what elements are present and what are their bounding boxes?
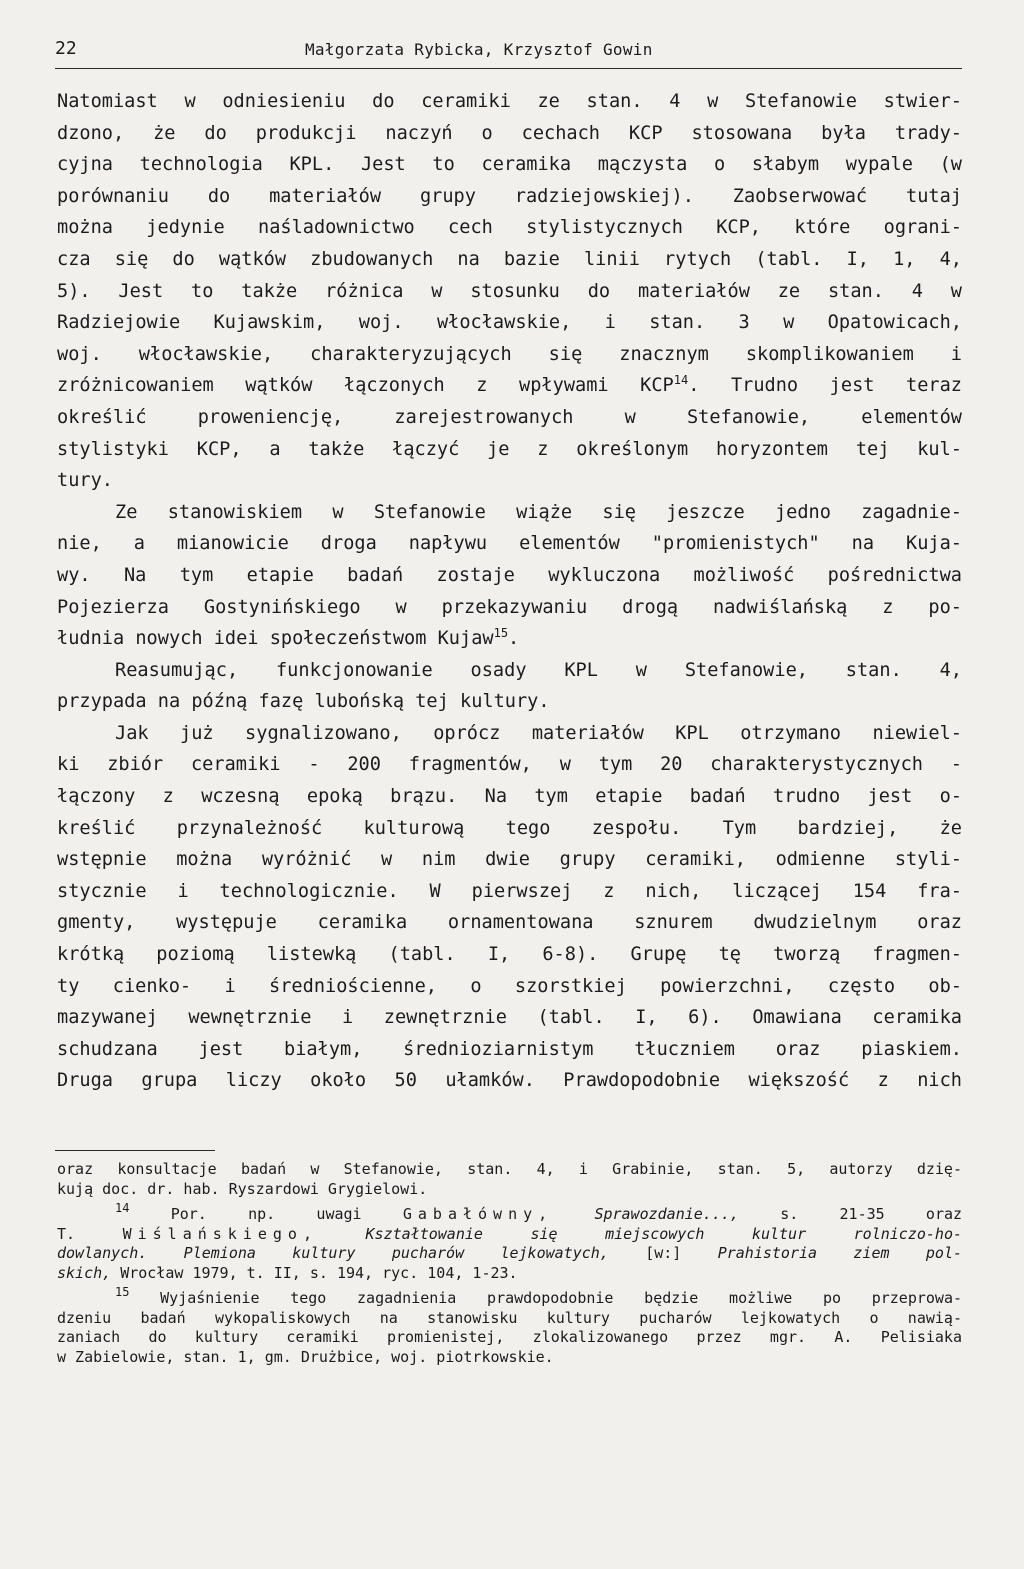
footnote-title: skich,: [57, 1263, 112, 1282]
text-line: porównaniu do materiałów grupy radziejowskiej). Zaobserwować tutaj: [57, 185, 962, 207]
text-line: Druga grupa liczy około 50 ułamków. Prawdopodobnie większość z nich: [57, 1070, 962, 1092]
text-line: Pojezierza Gostynińskiego w przekazywaniu drogą nadwiślańską z po-: [57, 596, 962, 618]
text-line: Reasumując, funkcjonowanie osady KPL w Stefanowie, stan. 4,: [115, 659, 962, 681]
text-line: wstępnie można wyróżnić w nim dwie grupy ceramiki, odmienne styli-: [57, 849, 962, 871]
footnote-ref-14: 14: [673, 373, 689, 388]
text-line: ty cienko- i średniościenne, o szorstkiej powierzchni, często ob-: [57, 975, 962, 997]
paragraph-2: [57, 497, 962, 655]
footnote-author: Gabałówny,: [402, 1205, 554, 1223]
footnote-number: 14: [115, 1201, 130, 1215]
footnote-continuation: [57, 1160, 962, 1199]
footnote-15: [57, 1285, 963, 1367]
footnote-text: [w:]: [645, 1244, 682, 1262]
text-line: kreślić przynależność kulturową tego zespołu. Tym bardziej, że: [57, 817, 962, 839]
footnote-line: dzeniu badań wykopaliskowych na stanowisku kultury pucharów lejkowatych o nawią-: [57, 1308, 962, 1327]
footnote-line: zaniach do kultury ceramiki promienistej, zlokalizowanego przez mgr. A. Pelisiaka: [57, 1328, 962, 1346]
footnote-text: Wyjaśnienie tego zagadnienia prawdopodobnie będzie możliwe po przeprowa-: [160, 1289, 963, 1307]
text-line: nie, a mianowicie droga napływu elementów "promienistych" na Kuja-: [57, 533, 962, 555]
footnote-title: Sprawozdanie...,: [594, 1205, 739, 1223]
text-line: stylistyki KCP, a także łączyć je z określonym horyzontem tej kul-: [57, 438, 962, 460]
footnote-line: [57, 1225, 962, 1245]
footnote-title: dowlanych. Plemiona kultury pucharów lejkowatych,: [57, 1244, 609, 1262]
text-line: cza się do wątków zbudowanych na bazie linii rytych (tabl. I, 1, 4,: [57, 248, 962, 270]
footnote-title: Kształtowanie się miejscowych kultur rolniczo-ho-: [365, 1224, 963, 1243]
text-line: mazywanej wewnętrznie i zewnętrznie (tabl. I, 6). Omawiana ceramika: [57, 1007, 962, 1029]
text-line: stycznie i technologicznie. W pierwszej z nich, liczącej 154 fra-: [57, 880, 962, 902]
footnote-line: [57, 1264, 962, 1284]
text-line: Natomiast w odniesieniu do ceramiki ze stan. 4 w Stefanowie stwier-: [57, 91, 962, 112]
footnote-14: [57, 1201, 963, 1283]
footnote-number: 15: [115, 1285, 130, 1299]
footnote-line: [57, 1244, 962, 1264]
text-line: cyjna technologia KPL. Jest to ceramika mączysta o słabym wypale (w: [57, 154, 962, 176]
footnote-text: Por. np. uwagi: [170, 1205, 362, 1223]
text-line: Ze stanowiskiem w Stefanowie wiąże się jeszcze jedno zagadnie-: [115, 501, 962, 523]
text-segment: . Trudno jest teraz: [688, 375, 962, 397]
text-line: Jak już sygnalizowano, oprócz materiałów KPL otrzymano niewiel-: [115, 722, 962, 744]
paragraph-1: [57, 86, 962, 497]
footnote-text: Wrocław 1979, t. II, s. 194, ryc. 104, 1-23.: [120, 1263, 518, 1282]
footnote-rule: [55, 1150, 215, 1151]
footnote-ref-15: 15: [493, 626, 509, 641]
footnote-line: kują doc. dr. hab. Ryszardowi Grygielowi.: [57, 1179, 428, 1198]
text-line: krótką poziomą listewką (tabl. I, 6-8). Grupę tę tworzą fragmen-: [57, 944, 962, 966]
text-line: wy. Na tym etapie badań zostaje wykluczona możliwość pośrednictwa: [57, 564, 962, 586]
footnote-author: Wiślańskiego,: [122, 1224, 318, 1243]
footnote-line: [57, 1285, 963, 1309]
text-line: 5). Jest to także różnica w stosunku do materiałów ze stan. 4 w: [57, 280, 962, 302]
footnote-line: [57, 1201, 963, 1225]
text-line: przypada na późną fazę lubońską tej kultury.: [57, 691, 550, 713]
text-segment: łudnia nowych idei społeczeństwom Kujaw: [57, 628, 494, 650]
text-line: woj. włocławskie, charakteryzujących się znacznym skomplikowaniem i: [57, 343, 962, 365]
text-line: Radziejowie Kujawskim, woj. włocławskie, i stan. 3 w Opatowicach,: [57, 312, 962, 334]
text-segment: .: [508, 628, 520, 650]
paragraph-4: [57, 718, 962, 1097]
text-segment: zróżnicowaniem wątków łączonych z wpływami KCP: [57, 375, 674, 397]
running-head: Małgorzata Rybicka, Krzysztof Gowin: [305, 40, 653, 59]
page-header: [55, 38, 960, 66]
text-line: dzono, że do produkcji naczyń o cechach KCP stosowana była trady-: [57, 122, 962, 144]
footnotes: [57, 1160, 962, 1373]
text-line: [57, 370, 962, 402]
body-text: [57, 86, 962, 1097]
paragraph-3: [57, 655, 962, 718]
text-line: łączony z wczesną epoką brązu. Na tym etapie badań trudno jest o-: [57, 786, 962, 808]
text-line: ki zbiór ceramiki - 200 fragmentów, w tym 20 charakterystycznych -: [57, 754, 962, 776]
text-line: określić proweniencję, zarejestrowanych w Stefanowie, elementów: [57, 406, 962, 428]
page-number: 22: [55, 38, 77, 59]
text-line: tury.: [57, 470, 113, 492]
text-line: można jedynie naśladownictwo cech stylistycznych KCP, które ograni-: [57, 217, 962, 239]
footnote-title: Prahistoria ziem pol-: [717, 1244, 963, 1262]
text-line: gmenty, występuje ceramika ornamentowana sznurem dwudzielnym oraz: [57, 912, 962, 934]
header-rule: [55, 68, 962, 69]
footnote-line: oraz konsultacje badań w Stefanowie, stan. 4, i Grabinie, stan. 5, autorzy dzię-: [57, 1160, 962, 1178]
text-line: [57, 623, 962, 655]
footnote-text: T.: [57, 1224, 76, 1243]
footnote-text: s. 21-35 oraz: [780, 1205, 963, 1223]
text-line: schudzana jest białym, średnioziarnistym tłuczniem oraz piaskiem.: [57, 1038, 962, 1060]
footnote-line: w Zabielowie, stan. 1, gm. Drużbice, woj. piotrkowskie.: [57, 1347, 554, 1366]
